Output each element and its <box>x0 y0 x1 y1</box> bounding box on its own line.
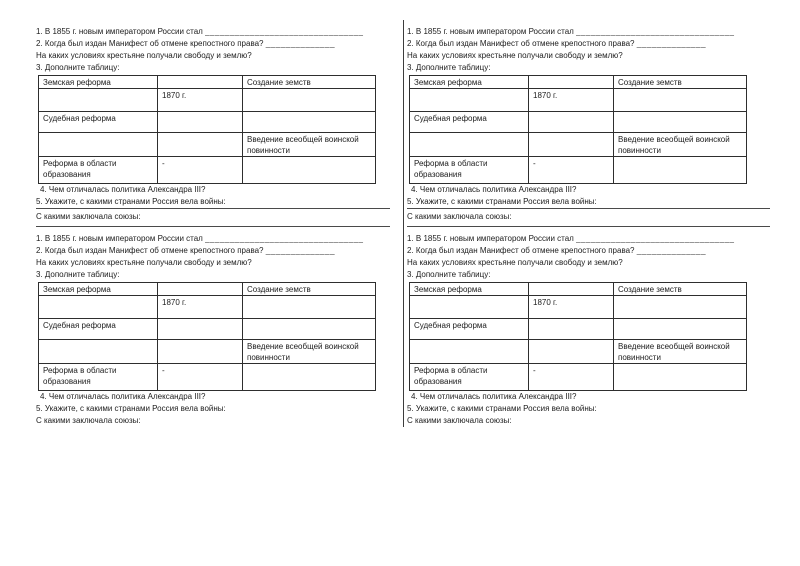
reforms-table-cell <box>243 112 376 133</box>
reforms-table-cell <box>410 89 529 112</box>
reforms-table-cell: - <box>158 157 243 184</box>
question-5: 5. Укажите, с какими странами Россия вела войны: <box>36 197 226 206</box>
copy-slot-top-left <box>36 20 390 227</box>
reforms-table-cell <box>529 133 614 157</box>
question-4: 4. Чем отличалась политика Александра III? <box>411 185 577 194</box>
reforms-table-row <box>410 319 747 340</box>
reforms-table-cell: 1870 г. <box>529 296 614 319</box>
reforms-table-cell: Реформа в области образования <box>39 364 158 391</box>
reforms-table-body <box>410 76 747 184</box>
question-1-answer-line: ________________________________ <box>576 234 735 243</box>
question-5: 5. Укажите, с какими странами Россия вела войны: <box>36 404 226 413</box>
reforms-table-cell <box>243 296 376 319</box>
question-1 <box>407 26 770 38</box>
question-5-subquestion: С какими заключала союзы: <box>36 208 390 227</box>
question-5-subquestion: С какими заключала союзы: <box>407 208 770 227</box>
worksheet-column-left <box>36 20 390 427</box>
reforms-table-cell: Судебная реформа <box>39 319 158 340</box>
question-4: 4. Чем отличалась политика Александра III? <box>40 392 206 401</box>
reforms-table-row <box>410 364 747 391</box>
reforms-table-cell <box>614 89 747 112</box>
reforms-table-cell: - <box>529 364 614 391</box>
reforms-table-cell: Судебная реформа <box>410 112 529 133</box>
reforms-table-cell <box>158 133 243 157</box>
question-2-answer-line: ______________ <box>265 39 336 48</box>
reforms-table-cell <box>614 296 747 319</box>
reforms-table-body <box>39 283 376 391</box>
reforms-table-cell <box>410 340 529 364</box>
question-2-text: 2. Когда был издан Манифест об отмене крепостного права? <box>36 39 264 48</box>
reforms-table-cell <box>410 296 529 319</box>
question-5: 5. Укажите, с какими странами Россия вела войны: <box>407 197 597 206</box>
reforms-table-row <box>410 133 747 157</box>
reforms-table-cell <box>158 340 243 364</box>
question-5-subquestion: С какими заключала союзы: <box>36 416 141 425</box>
question-1-text: 1. В 1855 г. новым императором России стал <box>407 27 574 36</box>
question-2-text: 2. Когда был издан Манифест об отмене крепостного права? <box>407 39 635 48</box>
reforms-table-row <box>410 112 747 133</box>
reforms-table-cell <box>614 364 747 391</box>
reforms-table-cell <box>243 364 376 391</box>
reforms-table-cell: Введение всеобщей воинской повинности <box>614 133 747 157</box>
reforms-table-cell: Реформа в области образования <box>410 157 529 184</box>
reforms-table-cell: Введение всеобщей воинской повинности <box>614 340 747 364</box>
reforms-table-cell <box>529 112 614 133</box>
question-1 <box>407 233 770 245</box>
reforms-table-cell <box>614 112 747 133</box>
question-3: 3. Дополните таблицу: <box>407 63 491 72</box>
reforms-table-row <box>39 157 376 184</box>
reforms-table <box>409 282 747 391</box>
reforms-table-cell <box>158 112 243 133</box>
reforms-table-cell <box>243 319 376 340</box>
question-2-subquestion: На каких условиях крестьяне получали свободу и землю? <box>36 258 252 267</box>
question-1-text: 1. В 1855 г. новым императором России стал <box>36 27 203 36</box>
reforms-table-cell: Земская реформа <box>410 76 529 89</box>
reforms-table-row <box>410 89 747 112</box>
copy-slot-bottom-left <box>36 227 390 427</box>
question-3: 3. Дополните таблицу: <box>36 63 120 72</box>
worksheet-copy <box>407 20 770 227</box>
reforms-table-cell: Введение всеобщей воинской повинности <box>243 340 376 364</box>
question-1-answer-line: ________________________________ <box>576 27 735 36</box>
reforms-table-cell: Создание земств <box>614 76 747 89</box>
reforms-table <box>38 282 376 391</box>
reforms-table-row <box>39 319 376 340</box>
reforms-table-cell <box>39 133 158 157</box>
question-3: 3. Дополните таблицу: <box>36 270 120 279</box>
reforms-table-cell: Судебная реформа <box>410 319 529 340</box>
reforms-table-cell: Земская реформа <box>410 283 529 296</box>
reforms-table-row <box>39 340 376 364</box>
reforms-table-cell <box>529 340 614 364</box>
question-4: 4. Чем отличалась политика Александра III? <box>40 185 206 194</box>
reforms-table-cell <box>243 157 376 184</box>
reforms-table-cell: 1870 г. <box>158 89 243 112</box>
reforms-table-row <box>39 283 376 296</box>
reforms-table-cell: Введение всеобщей воинской повинности <box>243 133 376 157</box>
question-1-text: 1. В 1855 г. новым императором России стал <box>36 234 203 243</box>
question-2-answer-line: ______________ <box>265 246 336 255</box>
reforms-table-cell: Реформа в области образования <box>39 157 158 184</box>
worksheet-copy <box>36 20 390 227</box>
reforms-table <box>38 75 376 184</box>
reforms-table-row <box>39 112 376 133</box>
reforms-table-row <box>410 76 747 89</box>
reforms-table-cell: Создание земств <box>243 283 376 296</box>
question-2-subquestion: На каких условиях крестьяне получали свободу и землю? <box>407 51 623 60</box>
worksheet-copy <box>407 227 770 427</box>
reforms-table-cell: Земская реформа <box>39 76 158 89</box>
reforms-table-cell: Создание земств <box>614 283 747 296</box>
copy-slot-top-right <box>407 20 770 227</box>
reforms-table-row <box>39 76 376 89</box>
reforms-table-body <box>39 76 376 184</box>
reforms-table-cell <box>410 133 529 157</box>
reforms-table-cell: - <box>529 157 614 184</box>
reforms-table-cell <box>529 283 614 296</box>
question-4: 4. Чем отличалась политика Александра III? <box>411 392 577 401</box>
copy-slot-bottom-right <box>407 227 770 427</box>
reforms-table-cell <box>529 76 614 89</box>
reforms-table-cell: Создание земств <box>243 76 376 89</box>
reforms-table-row <box>39 364 376 391</box>
question-2 <box>36 38 390 50</box>
question-5-subquestion: С какими заключала союзы: <box>407 416 512 425</box>
reforms-table-cell <box>39 340 158 364</box>
reforms-table-row <box>410 157 747 184</box>
reforms-table <box>409 75 747 184</box>
question-2-text: 2. Когда был издан Манифест об отмене крепостного права? <box>36 246 264 255</box>
reforms-table-cell <box>529 319 614 340</box>
question-2 <box>407 38 770 50</box>
question-1 <box>36 233 390 245</box>
question-1-answer-line: ________________________________ <box>205 27 364 36</box>
reforms-table-body <box>410 283 747 391</box>
reforms-table-cell <box>158 283 243 296</box>
reforms-table-cell <box>158 76 243 89</box>
question-2-text: 2. Когда был издан Манифест об отмене крепостного права? <box>407 246 635 255</box>
reforms-table-cell: 1870 г. <box>529 89 614 112</box>
reforms-table-cell <box>39 89 158 112</box>
reforms-table-cell <box>158 319 243 340</box>
reforms-table-row <box>39 89 376 112</box>
reforms-table-cell: Земская реформа <box>39 283 158 296</box>
reforms-table-cell: 1870 г. <box>158 296 243 319</box>
question-2-subquestion: На каких условиях крестьяне получали свободу и землю? <box>36 51 252 60</box>
question-5: 5. Укажите, с какими странами Россия вела войны: <box>407 404 597 413</box>
reforms-table-cell: Реформа в области образования <box>410 364 529 391</box>
reforms-table-row <box>410 283 747 296</box>
question-1-text: 1. В 1855 г. новым императором России стал <box>407 234 574 243</box>
reforms-table-row <box>39 133 376 157</box>
reforms-table-cell <box>39 296 158 319</box>
question-2 <box>36 245 390 257</box>
question-1-answer-line: ________________________________ <box>205 234 364 243</box>
worksheet-copy <box>36 227 390 427</box>
reforms-table-row <box>410 296 747 319</box>
question-3: 3. Дополните таблицу: <box>407 270 491 279</box>
reforms-table-cell: - <box>158 364 243 391</box>
reforms-table-row <box>39 296 376 319</box>
question-2-subquestion: На каких условиях крестьяне получали свободу и землю? <box>407 258 623 267</box>
worksheet-column-right <box>403 20 770 427</box>
question-1 <box>36 26 390 38</box>
question-2 <box>407 245 770 257</box>
reforms-table-cell <box>243 89 376 112</box>
reforms-table-cell <box>614 319 747 340</box>
question-2-answer-line: ______________ <box>636 246 707 255</box>
reforms-table-row <box>410 340 747 364</box>
reforms-table-cell <box>614 157 747 184</box>
reforms-table-cell: Судебная реформа <box>39 112 158 133</box>
question-2-answer-line: ______________ <box>636 39 707 48</box>
